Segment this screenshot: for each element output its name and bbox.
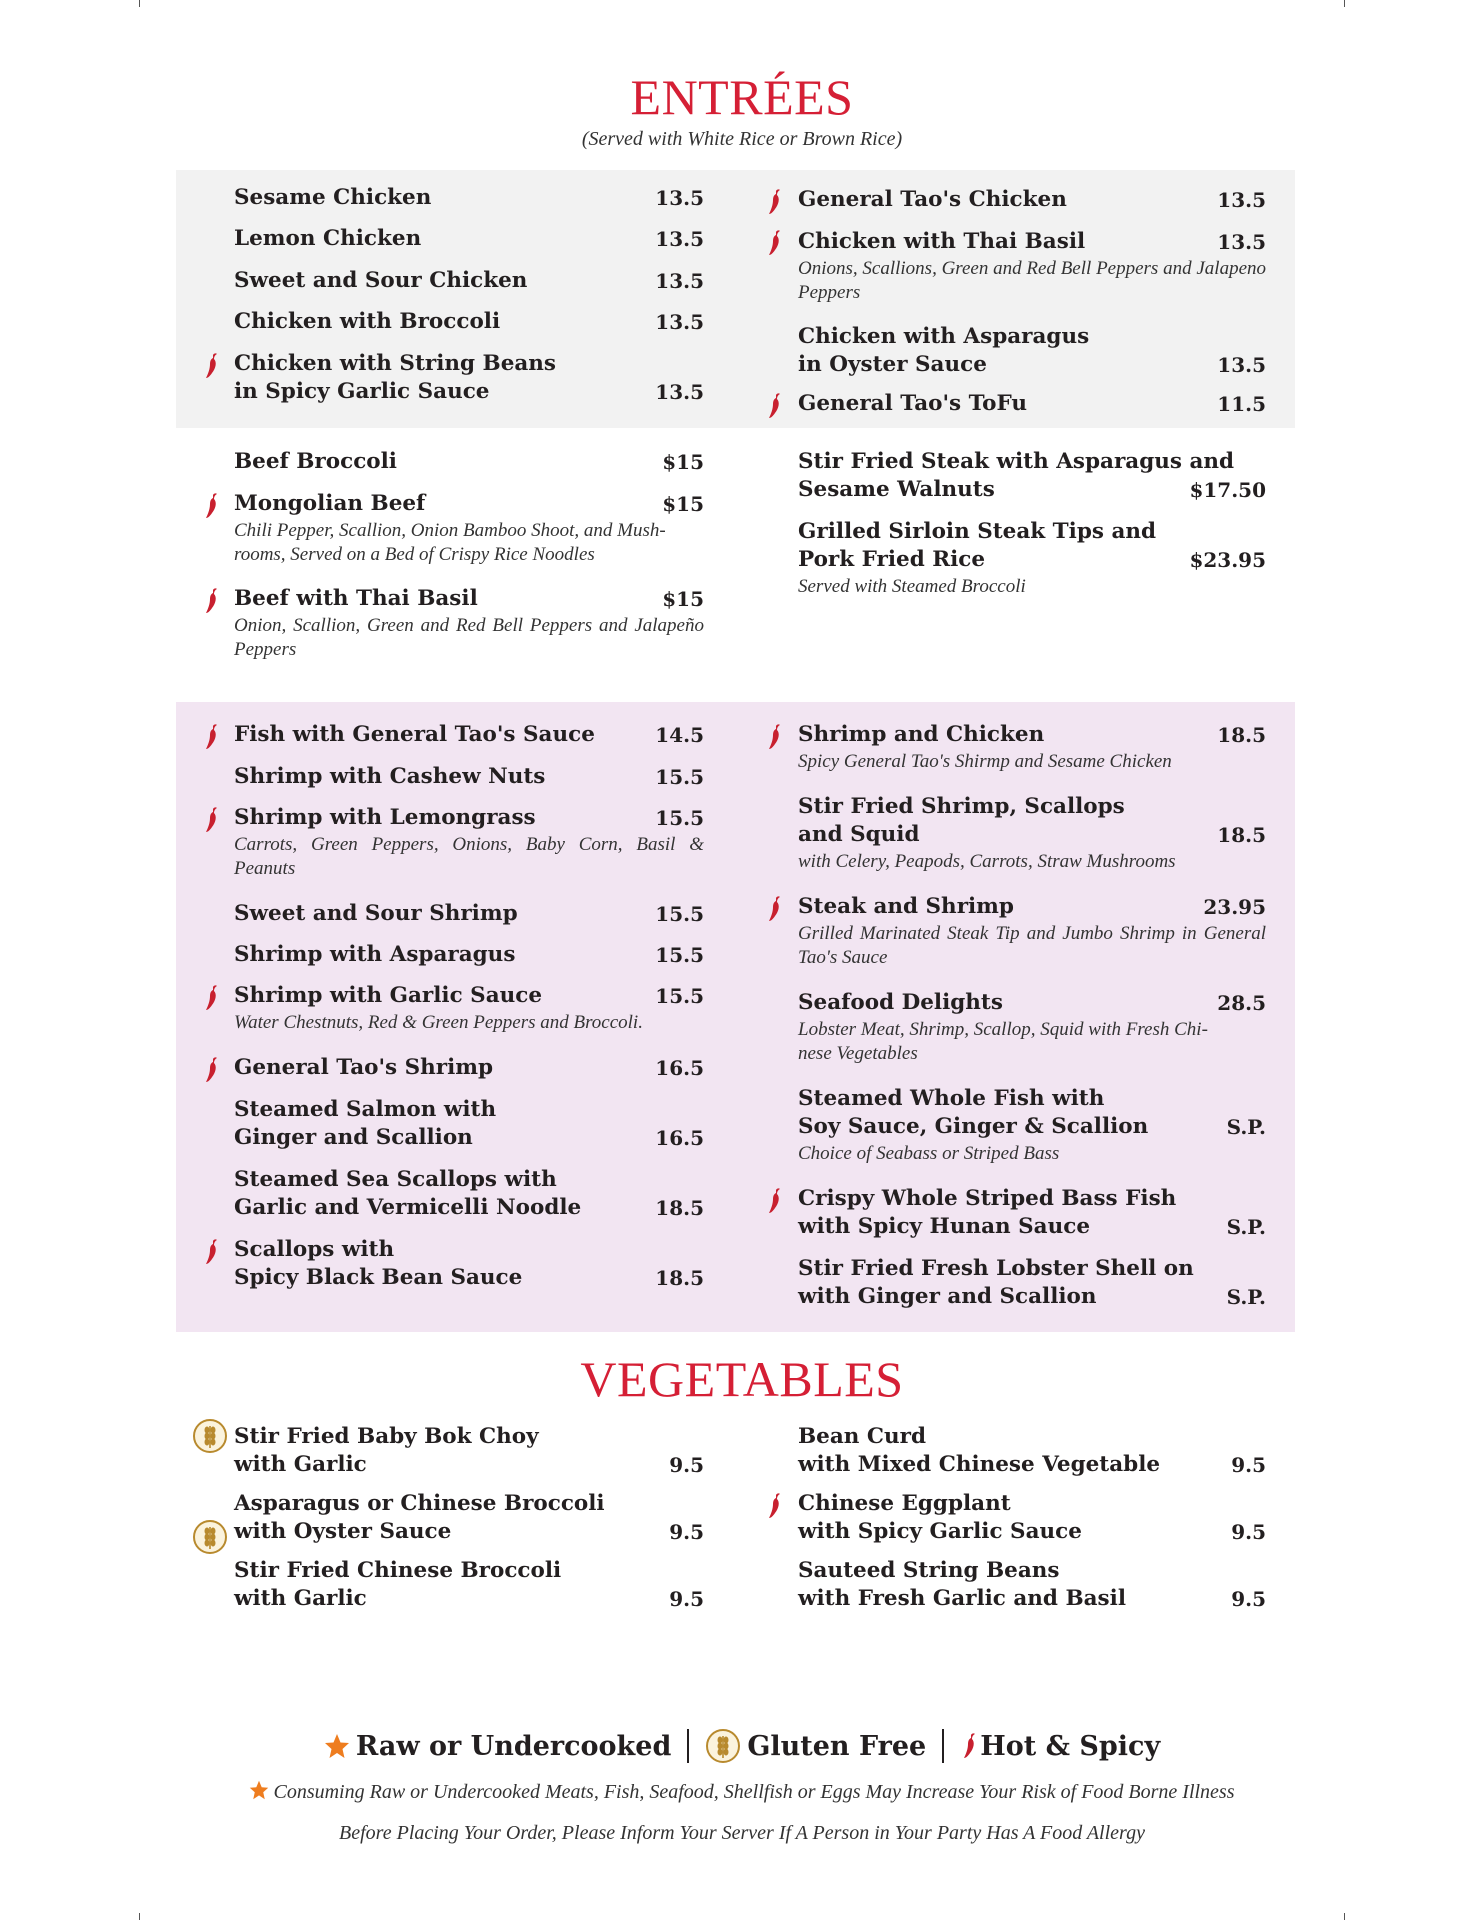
item-name: Grilled Sirloin Steak Tips and: [798, 519, 1157, 544]
vegetables-title: VEGETABLES: [580, 1351, 904, 1407]
item-name-line2: Soy Sauce, Ginger & Scallion: [798, 1114, 1149, 1139]
item-price: 9.5: [669, 1587, 704, 1611]
menu-item-lobster-shell-on: [798, 1255, 1266, 1311]
legend-divider: [942, 1729, 944, 1763]
chili-pepper-icon: [765, 392, 783, 420]
item-name-line2: and Squid: [798, 822, 920, 847]
item-name: Chinese Eggplant: [798, 1491, 1011, 1516]
legend-raw-label: Raw or Undercooked: [355, 1730, 672, 1762]
item-price: 23.95: [1203, 895, 1266, 919]
item-price: $15: [662, 492, 704, 516]
menu-item-shrimp-asparagus: [234, 941, 704, 969]
menu-item-shrimp-lemongrass: [234, 804, 704, 881]
item-name: Sweet and Sour Chicken: [234, 268, 528, 293]
menu-item-shrimp-scallops-squid: [798, 793, 1266, 874]
wheat-badge-icon: [705, 1728, 741, 1764]
item-price: 15.5: [655, 765, 704, 789]
item-name: Shrimp with Garlic Sauce: [234, 983, 543, 1008]
allergy-note: Before Placing Your Order, Please Inform Your Server If A Person in Your Party Has A Food Allergy: [339, 1822, 1145, 1844]
item-price: 9.5: [669, 1520, 704, 1544]
item-name-line2: with Spicy Garlic Sauce: [798, 1519, 1082, 1544]
chili-pepper-icon: [765, 1492, 783, 1520]
item-name: Crispy Whole Striped Bass Fish: [798, 1186, 1177, 1211]
menu-item-chicken-string-beans: [234, 350, 704, 406]
menu-item-steak-and-shrimp: [798, 893, 1266, 970]
entrees-subtitle: (Served with White Rice or Brown Rice): [581, 128, 903, 150]
item-name-line2: Ginger and Scallion: [234, 1125, 473, 1150]
item-price: 9.5: [1231, 1520, 1266, 1544]
item-description-line2: nese Vegetables: [798, 1043, 918, 1064]
item-price: 13.5: [1217, 188, 1266, 212]
menu-item-beef-thai-basil: [234, 585, 704, 662]
crop-mark: [139, 0, 140, 7]
item-name: Sesame Chicken: [234, 185, 432, 210]
item-name: Chicken with Thai Basil: [798, 229, 1086, 254]
item-name: Shrimp with Cashew Nuts: [234, 764, 546, 789]
item-description: Spicy General Tao's Shirmp and Sesame Chicken: [798, 751, 1172, 772]
chili-pepper-icon: [202, 806, 220, 834]
item-name: Bean Curd: [798, 1424, 927, 1449]
item-price: 18.5: [655, 1266, 704, 1290]
menu-item-fish-general-tao: [234, 721, 704, 749]
item-price: 16.5: [655, 1126, 704, 1150]
menu-item-chinese-broccoli-garlic: [234, 1557, 704, 1613]
item-name-line2: Sesame Walnuts: [798, 477, 995, 502]
item-name: Steak and Shrimp: [798, 894, 1014, 919]
menu-item-mongolian-beef: [234, 490, 704, 567]
item-price: 18.5: [1217, 723, 1266, 747]
item-description: Water Chestnuts, Red & Green Peppers and Broccoli.: [234, 1012, 643, 1033]
crop-mark: [1344, 1913, 1345, 1920]
item-name: General Tao's Shrimp: [234, 1055, 494, 1080]
item-price: 11.5: [1217, 392, 1266, 416]
item-name: Shrimp with Asparagus: [234, 942, 516, 967]
menu-item-chicken-broccoli: [234, 308, 704, 336]
item-name-line2: in Oyster Sauce: [798, 352, 987, 377]
item-price: 13.5: [655, 380, 704, 404]
legend-spicy-label: Hot & Spicy: [980, 1730, 1161, 1762]
item-description: Carrots, Green Peppers, Onions, Baby Corn, Basil & Peanuts: [234, 834, 704, 879]
item-name-line2: Pork Fried Rice: [798, 547, 986, 572]
item-description: Served with Steamed Broccoli: [798, 576, 1026, 597]
menu-item-general-taos-tofu: [798, 390, 1266, 418]
menu-item-steak-asparagus: [798, 448, 1266, 504]
legend: [0, 1728, 1484, 1764]
item-name-line2: with Spicy Hunan Sauce: [798, 1214, 1091, 1239]
item-price: S.P.: [1226, 1115, 1266, 1139]
menu-item-steamed-whole-fish: [798, 1085, 1266, 1166]
menu-item-lemon-chicken: [234, 225, 704, 253]
item-price: S.P.: [1226, 1215, 1266, 1239]
item-name-line2: with Mixed Chinese Vegetable: [798, 1452, 1161, 1477]
crop-mark: [1344, 0, 1345, 7]
item-name-line2: Spicy Black Bean Sauce: [234, 1265, 523, 1290]
legend-gluten-free-label: Gluten Free: [747, 1730, 927, 1762]
item-price: 13.5: [655, 186, 704, 210]
item-price: $17.50: [1189, 478, 1266, 502]
menu-item-beef-broccoli: [234, 448, 704, 476]
item-price: 15.5: [655, 943, 704, 967]
item-description: Chili Pepper, Scallion, Onion Bamboo Shoot, and Mush-: [234, 520, 666, 541]
item-description-line2: rooms, Served on a Bed of Crispy Rice Noodles: [234, 544, 595, 565]
item-name-line2: with Fresh Garlic and Basil: [798, 1586, 1126, 1611]
item-price: 18.5: [1217, 823, 1266, 847]
item-name: Shrimp and Chicken: [798, 722, 1045, 747]
item-price: 14.5: [655, 723, 704, 747]
item-name: Asparagus or Chinese Broccoli: [234, 1491, 605, 1516]
item-name: Sweet and Sour Shrimp: [234, 901, 518, 926]
menu-item-chinese-eggplant: [798, 1490, 1266, 1546]
item-name-line2: in Spicy Garlic Sauce: [234, 379, 490, 404]
menu-item-steamed-sea-scallops: [234, 1166, 704, 1222]
menu-item-sesame-chicken: [234, 184, 704, 212]
menu-item-shrimp-cashew: [234, 763, 704, 791]
wheat-badge-icon: [192, 1418, 228, 1454]
item-description: Onions, Scallions, Green and Red Bell Peppers and Jalapeno Peppers: [798, 258, 1266, 303]
chili-pepper-icon: [960, 1730, 978, 1762]
item-name: Chicken with Broccoli: [234, 309, 501, 334]
chili-pepper-icon: [202, 587, 220, 615]
wheat-badge-icon: [192, 1519, 228, 1555]
chili-pepper-icon: [202, 352, 220, 380]
item-price: 13.5: [655, 310, 704, 334]
item-name: General Tao's Chicken: [798, 187, 1067, 212]
menu-item-general-taos-shrimp: [234, 1054, 704, 1082]
menu-item-shrimp-garlic-sauce: [234, 982, 704, 1035]
item-price: 9.5: [1231, 1453, 1266, 1477]
item-description: Lobster Meat, Shrimp, Scallop, Squid with Fresh Chi-: [798, 1019, 1208, 1040]
item-name: Steamed Sea Scallops with: [234, 1167, 557, 1192]
menu-item-chicken-asparagus: [798, 323, 1266, 379]
item-name: Beef with Thai Basil: [234, 586, 478, 611]
menu-item-seafood-delights: [798, 989, 1266, 1066]
item-name: Mongolian Beef: [234, 491, 426, 516]
item-price: 18.5: [655, 1196, 704, 1220]
item-price: 15.5: [655, 806, 704, 830]
menu-item-baby-bok-choy: [234, 1423, 704, 1479]
item-name: Lemon Chicken: [234, 226, 422, 251]
menu-item-asparagus-chinese-broccoli: [234, 1490, 704, 1546]
item-price: 15.5: [655, 984, 704, 1008]
star-icon: [249, 1780, 269, 1800]
item-name: General Tao's ToFu: [798, 391, 1028, 416]
item-price: 9.5: [1231, 1587, 1266, 1611]
menu-item-general-taos-chicken: [798, 186, 1266, 214]
item-price: 13.5: [655, 227, 704, 251]
menu-item-crispy-striped-bass: [798, 1185, 1266, 1241]
raw-warning-text: Consuming Raw or Undercooked Meats, Fish, Seafood, Shellfish or Eggs May Increase Your Risk of Food Borne Illness: [273, 1781, 1235, 1803]
chili-pepper-icon: [202, 492, 220, 520]
chili-pepper-icon: [765, 1187, 783, 1215]
raw-warning-note: [0, 1780, 1484, 1804]
menu-item-chicken-thai-basil: [798, 228, 1266, 305]
chili-pepper-icon: [202, 984, 220, 1012]
item-name: Stir Fried Baby Bok Choy: [234, 1424, 539, 1449]
item-price: 28.5: [1217, 991, 1266, 1015]
menu-item-scallops-black-bean: [234, 1236, 704, 1292]
item-price: 16.5: [655, 1056, 704, 1080]
chili-pepper-icon: [765, 188, 783, 216]
item-price: 9.5: [669, 1453, 704, 1477]
star-icon: [324, 1733, 350, 1759]
item-name: Stir Fried Shrimp, Scallops: [798, 794, 1125, 819]
item-description: with Celery, Peapods, Carrots, Straw Mushrooms: [798, 851, 1176, 872]
item-price: 15.5: [655, 902, 704, 926]
legend-divider: [687, 1729, 689, 1763]
item-name: Stir Fried Fresh Lobster Shell on: [798, 1256, 1194, 1281]
item-price: 13.5: [1217, 230, 1266, 254]
chili-pepper-icon: [202, 1056, 220, 1084]
item-price: 13.5: [1217, 353, 1266, 377]
menu-item-bean-curd: [798, 1423, 1266, 1479]
item-name-line2: Garlic and Vermicelli Noodle: [234, 1195, 582, 1220]
item-description: Onion, Scallion, Green and Red Bell Peppers and Jalapeño Peppers: [234, 615, 704, 660]
item-name: Stir Fried Steak with Asparagus and: [798, 449, 1235, 474]
item-name: Fish with General Tao's Sauce: [234, 722, 595, 747]
chili-pepper-icon: [202, 723, 220, 751]
entrees-title: ENTRÉES: [630, 69, 854, 125]
item-name: Scallops with: [234, 1237, 395, 1262]
item-name: Shrimp with Lemongrass: [234, 805, 536, 830]
chili-pepper-icon: [765, 229, 783, 257]
item-name: Steamed Whole Fish with: [798, 1086, 1105, 1111]
item-price: $15: [662, 450, 704, 474]
item-name-line2: with Garlic: [234, 1586, 367, 1611]
chili-pepper-icon: [765, 723, 783, 751]
menu-item-sirloin-steak-tips: [798, 518, 1266, 599]
item-name: Beef Broccoli: [234, 449, 397, 474]
item-name-line2: with Ginger and Scallion: [798, 1284, 1097, 1309]
chili-pepper-icon: [765, 895, 783, 923]
item-price: 13.5: [655, 269, 704, 293]
item-name: Chicken with Asparagus: [798, 324, 1090, 349]
item-name: Stir Fried Chinese Broccoli: [234, 1558, 562, 1583]
item-price: $23.95: [1189, 548, 1266, 572]
chili-pepper-icon: [202, 1238, 220, 1266]
item-name: Sauteed String Beans: [798, 1558, 1060, 1583]
item-name-line2: with Oyster Sauce: [234, 1519, 452, 1544]
item-name: Seafood Delights: [798, 990, 1003, 1015]
crop-mark: [139, 1913, 140, 1920]
menu-item-steamed-salmon: [234, 1096, 704, 1152]
item-description: Choice of Seabass or Striped Bass: [798, 1143, 1060, 1164]
item-name-line2: with Garlic: [234, 1452, 367, 1477]
menu-item-shrimp-and-chicken: [798, 721, 1266, 774]
item-price: S.P.: [1226, 1285, 1266, 1309]
menu-item-sweet-sour-shrimp: [234, 900, 704, 928]
item-description: Grilled Marinated Steak Tip and Jumbo Shrimp in General Tao's Sauce: [798, 923, 1266, 968]
item-name: Steamed Salmon with: [234, 1097, 497, 1122]
item-price: $15: [662, 587, 704, 611]
menu-item-sauteed-string-beans: [798, 1557, 1266, 1613]
item-name: Chicken with String Beans: [234, 351, 557, 376]
menu-item-sweet-sour-chicken: [234, 267, 704, 295]
